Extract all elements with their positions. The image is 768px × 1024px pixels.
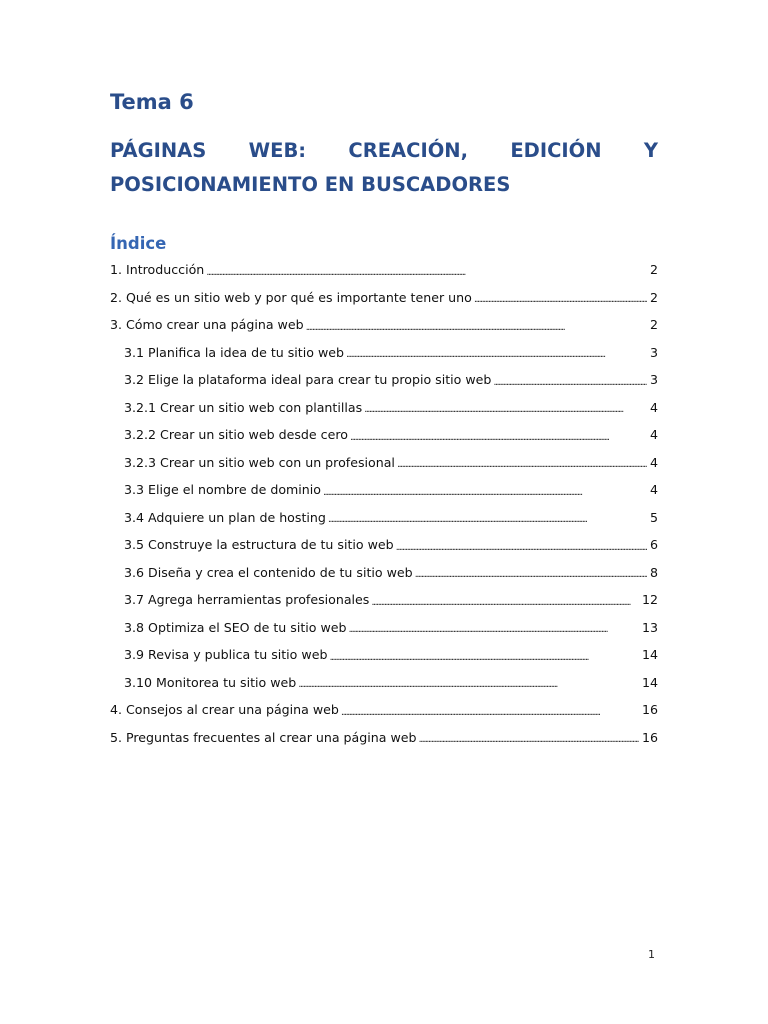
- toc-dot-leader: [371, 594, 639, 608]
- toc-entry-page: 16: [641, 702, 658, 717]
- toc-dot-leader: [328, 511, 647, 525]
- toc-entry-label: 3.6 Diseña y crea el contenido de tu sitio web: [124, 564, 413, 580]
- toc-entry-page: 14: [641, 647, 658, 662]
- toc-entry[interactable]: [110, 339, 658, 367]
- toc-entry-page: 16: [641, 729, 658, 745]
- title-line-1: [110, 134, 658, 168]
- toc-entry-page: 13: [641, 619, 658, 635]
- toc-entry-page: 12: [641, 592, 658, 607]
- toc-dot-leader: [341, 704, 639, 718]
- toc-entry-page: 2: [649, 289, 658, 305]
- toc-dot-leader: [298, 676, 639, 690]
- toc-entry-label: 3.1 Planifica la idea de tu sitio web: [124, 344, 344, 360]
- toc-dot-leader: [396, 539, 647, 553]
- toc-entry-label: 3.5 Construye la estructura de tu sitio web: [124, 537, 394, 552]
- toc-entry[interactable]: [110, 586, 658, 614]
- toc-entry-label: 3.9 Revisa y publica tu sitio web: [124, 647, 328, 662]
- chapter-number: Tema 6: [110, 90, 194, 114]
- toc-entry-label: 3.2.1 Crear un sitio web con plantillas: [124, 399, 363, 415]
- toc-entry[interactable]: [110, 449, 658, 477]
- toc-entry-label: 3.2 Elige la plataforma ideal para crear tu propio sitio web: [124, 372, 492, 387]
- toc-entry[interactable]: [110, 256, 658, 284]
- table-of-contents: [110, 256, 658, 751]
- toc-entry-label: 5. Preguntas frecuentes al crear una página web: [110, 729, 417, 745]
- toc-dot-leader: [349, 621, 639, 635]
- title-word: EDICIÓN: [510, 139, 602, 162]
- toc-entry[interactable]: [110, 641, 658, 669]
- toc-entry[interactable]: [110, 284, 658, 312]
- toc-entry-page: 2: [649, 262, 658, 277]
- page-number: 1: [648, 948, 655, 961]
- toc-entry[interactable]: [110, 366, 658, 394]
- document-title: [110, 134, 658, 202]
- toc-entry-page: 4: [649, 454, 658, 470]
- toc-dot-leader: [419, 731, 639, 745]
- toc-entry-label: 2. Qué es un sitio web y por qué es importante tener uno: [110, 289, 472, 305]
- toc-dot-leader: [306, 319, 647, 333]
- toc-entry-page: 3: [649, 372, 658, 387]
- toc-entry-label: 3.7 Agrega herramientas profesionales: [124, 592, 370, 607]
- toc-entry-label: 1. Introducción: [110, 262, 205, 277]
- toc-dot-leader: [474, 291, 647, 305]
- toc-entry[interactable]: [110, 311, 658, 339]
- toc-entry-label: 3.2.3 Crear un sitio web con un profesional: [124, 454, 395, 470]
- toc-entry-label: 3.8 Optimiza el SEO de tu sitio web: [124, 619, 347, 635]
- toc-entry-page: 4: [649, 399, 658, 415]
- toc-entry-page: 6: [649, 537, 658, 552]
- title-word: CREACIÓN,: [348, 139, 469, 162]
- toc-entry-label: 4. Consejos al crear una página web: [110, 702, 339, 717]
- toc-entry[interactable]: [110, 614, 658, 642]
- toc-entry-page: 5: [649, 509, 658, 525]
- toc-entry-label: 3.10 Monitorea tu sitio web: [124, 674, 297, 690]
- toc-entry-label: 3.2.2 Crear un sitio web desde cero: [124, 427, 348, 442]
- toc-dot-leader: [397, 456, 647, 470]
- toc-dot-leader: [364, 401, 647, 415]
- toc-dot-leader: [415, 566, 647, 580]
- toc-dot-leader: [329, 649, 639, 663]
- toc-entry-label: 3.4 Adquiere un plan de hosting: [124, 509, 326, 525]
- toc-dot-leader: [493, 374, 647, 388]
- toc-entry-page: 2: [649, 317, 658, 332]
- toc-dot-leader: [346, 346, 647, 360]
- toc-entry[interactable]: [110, 421, 658, 449]
- toc-entry-page: 8: [649, 564, 658, 580]
- toc-entry-page: 4: [649, 427, 658, 442]
- toc-entry-page: 4: [649, 482, 658, 497]
- toc-dot-leader: [323, 484, 647, 498]
- toc-entry[interactable]: [110, 531, 658, 559]
- toc-entry-page: 3: [649, 344, 658, 360]
- toc-entry[interactable]: [110, 476, 658, 504]
- toc-entry-label: 3.3 Elige el nombre de dominio: [124, 482, 321, 497]
- toc-heading: Índice: [110, 234, 167, 253]
- title-word: WEB:: [248, 139, 307, 162]
- title-word: PÁGINAS: [110, 139, 207, 162]
- toc-dot-leader: [206, 264, 647, 278]
- toc-entry[interactable]: [110, 696, 658, 724]
- toc-entry[interactable]: [110, 394, 658, 422]
- toc-entry-label: 3. Cómo crear una página web: [110, 317, 304, 332]
- title-line-2: POSICIONAMIENTO EN BUSCADORES: [110, 173, 511, 196]
- toc-entry[interactable]: [110, 669, 658, 697]
- toc-entry[interactable]: [110, 504, 658, 532]
- toc-dot-leader: [350, 429, 647, 443]
- title-word: Y: [643, 139, 658, 162]
- toc-entry-page: 14: [641, 674, 658, 690]
- toc-entry[interactable]: [110, 724, 658, 752]
- toc-entry[interactable]: [110, 559, 658, 587]
